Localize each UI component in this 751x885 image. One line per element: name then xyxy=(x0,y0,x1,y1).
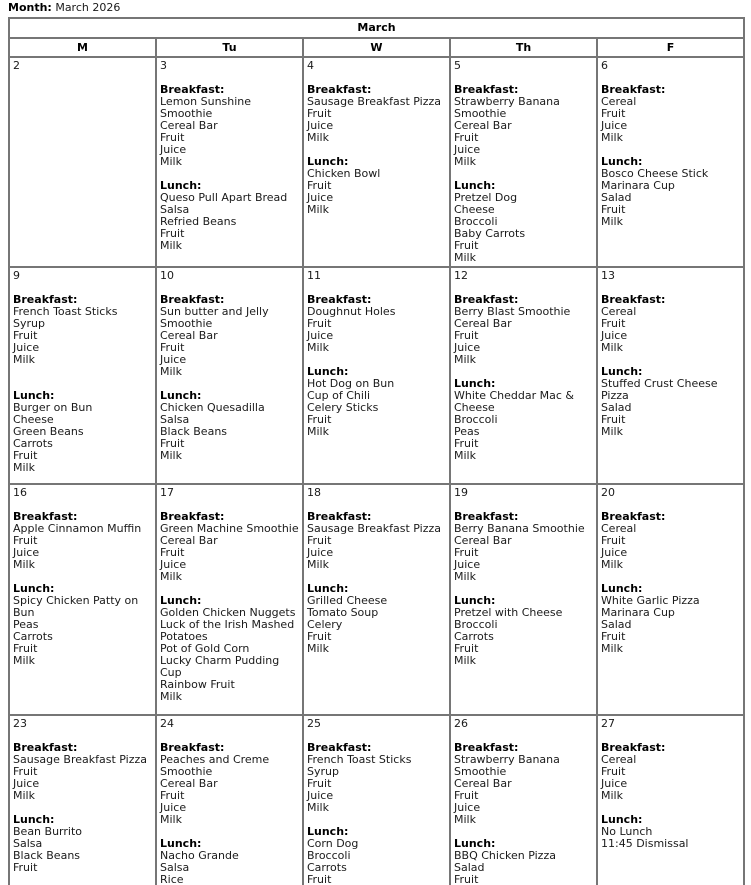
lunch-label: Lunch: xyxy=(13,582,55,595)
breakfast-items: Sausage Breakfast Pizza Fruit Juice Milk xyxy=(307,95,442,144)
day-cell-9 xyxy=(9,267,156,484)
breakfast-section xyxy=(601,294,740,354)
breakfast-section xyxy=(307,511,446,571)
breakfast-section xyxy=(307,742,446,814)
breakfast-section xyxy=(307,84,446,144)
lunch-label: Lunch: xyxy=(307,582,349,595)
lunch-label: Lunch: xyxy=(601,813,643,826)
breakfast-label: Breakfast: xyxy=(13,510,78,523)
lunch-items: Chicken Bowl Fruit Juice Milk xyxy=(307,167,381,216)
day-number: 13 xyxy=(601,269,615,282)
lunch-label: Lunch: xyxy=(160,389,202,402)
menu-calendar-table xyxy=(8,17,745,885)
lunch-items: Bean Burrito Salsa Black Beans Fruit xyxy=(13,825,82,874)
breakfast-items: Strawberry Banana Smoothie Cereal Bar Fruit Juice Milk xyxy=(454,753,560,826)
breakfast-section xyxy=(454,511,593,583)
day-number: 11 xyxy=(307,269,321,282)
breakfast-label: Breakfast: xyxy=(160,293,225,306)
day-number: 26 xyxy=(454,717,468,730)
breakfast-section xyxy=(160,742,299,826)
breakfast-section xyxy=(601,742,740,802)
day-cell-17 xyxy=(156,484,303,715)
breakfast-items: Sausage Breakfast Pizza Fruit Juice Milk xyxy=(13,753,148,802)
day-cell-13 xyxy=(597,267,744,484)
lunch-label: Lunch: xyxy=(160,594,202,607)
day-number: 27 xyxy=(601,717,615,730)
lunch-section xyxy=(601,814,740,850)
lunch-section xyxy=(13,814,152,874)
day-cell-18 xyxy=(303,484,450,715)
breakfast-section xyxy=(160,511,299,583)
breakfast-items: Strawberry Banana Smoothie Cereal Bar Fruit Juice Milk xyxy=(454,95,560,168)
day-number: 3 xyxy=(160,59,167,72)
day-cell-19 xyxy=(450,484,597,715)
lunch-items: Queso Pull Apart Bread Salsa Refried Beans Fruit Milk xyxy=(160,191,288,252)
week-row xyxy=(9,484,744,715)
day-number: 16 xyxy=(13,486,27,499)
breakfast-items: Green Machine Smoothie Cereal Bar Fruit Juice Milk xyxy=(160,522,299,583)
lunch-section xyxy=(307,366,446,438)
day-number: 24 xyxy=(160,717,174,730)
lunch-items: Golden Chicken Nuggets Luck of the Irish Mashed Potatoes Pot of Gold Corn Lucky Charm Pudding Cup Rainbow Fruit Milk xyxy=(160,606,296,703)
breakfast-items: Cereal Fruit Juice Milk xyxy=(601,522,637,571)
breakfast-label: Breakfast: xyxy=(307,83,372,96)
lunch-section xyxy=(160,390,299,462)
day-cell-3 xyxy=(156,57,303,267)
day-cell-2 xyxy=(9,57,156,267)
breakfast-label: Breakfast: xyxy=(454,293,519,306)
lunch-items: Pretzel Dog Cheese Broccoli Baby Carrots Fruit Milk xyxy=(454,191,526,264)
week-row xyxy=(9,267,744,484)
day-cell-4 xyxy=(303,57,450,267)
lunch-label: Lunch: xyxy=(454,594,496,607)
day-cell-5 xyxy=(450,57,597,267)
lunch-label: Lunch: xyxy=(307,825,349,838)
breakfast-label: Breakfast: xyxy=(307,741,372,754)
breakfast-section xyxy=(601,511,740,571)
lunch-section xyxy=(13,583,152,667)
day-header-f: F xyxy=(597,38,744,57)
breakfast-label: Breakfast: xyxy=(601,741,666,754)
lunch-items: Stuffed Crust Cheese Pizza Salad Fruit Milk xyxy=(601,377,718,438)
lunch-label: Lunch: xyxy=(454,837,496,850)
day-number: 5 xyxy=(454,59,461,72)
breakfast-section xyxy=(13,511,152,571)
day-cell-6 xyxy=(597,57,744,267)
day-header-tu: Tu xyxy=(156,38,303,57)
lunch-label: Lunch: xyxy=(601,582,643,595)
breakfast-items: Sun butter and Jelly Smoothie Cereal Bar Fruit Juice Milk xyxy=(160,305,269,378)
lunch-items: Corn Dog Broccoli Carrots Fruit xyxy=(307,837,359,885)
breakfast-label: Breakfast: xyxy=(454,83,519,96)
breakfast-items: Cereal Fruit Juice Milk xyxy=(601,305,637,354)
lunch-items: Spicy Chicken Patty on Bun Peas Carrots Fruit Milk xyxy=(13,594,139,667)
lunch-section xyxy=(454,595,593,667)
lunch-items: Nacho Grande Salsa Rice xyxy=(160,849,239,885)
lunch-section xyxy=(454,180,593,264)
breakfast-label: Breakfast: xyxy=(454,510,519,523)
breakfast-section xyxy=(454,294,593,366)
lunch-section xyxy=(601,366,740,438)
breakfast-section xyxy=(454,742,593,826)
breakfast-section xyxy=(601,84,740,144)
day-cell-12 xyxy=(450,267,597,484)
breakfast-items: French Toast Sticks Syrup Fruit Juice Milk xyxy=(13,305,118,366)
day-header-m: M xyxy=(9,38,156,57)
breakfast-label: Breakfast: xyxy=(307,293,372,306)
day-number: 18 xyxy=(307,486,321,499)
day-number: 25 xyxy=(307,717,321,730)
lunch-items: Burger on Bun Cheese Green Beans Carrots Fruit Milk xyxy=(13,401,93,474)
breakfast-label: Breakfast: xyxy=(160,83,225,96)
lunch-section xyxy=(454,838,593,885)
day-number: 6 xyxy=(601,59,608,72)
lunch-label: Lunch: xyxy=(601,155,643,168)
lunch-label: Lunch: xyxy=(13,813,55,826)
month-header xyxy=(8,1,751,14)
breakfast-label: Breakfast: xyxy=(601,293,666,306)
lunch-section xyxy=(601,583,740,655)
breakfast-items: Doughnut Holes Fruit Juice Milk xyxy=(307,305,396,354)
lunch-label: Lunch: xyxy=(307,365,349,378)
breakfast-label: Breakfast: xyxy=(454,741,519,754)
breakfast-section xyxy=(160,294,299,378)
breakfast-items: Sausage Breakfast Pizza Fruit Juice Milk xyxy=(307,522,442,571)
breakfast-items: Berry Blast Smoothie Cereal Bar Fruit Juice Milk xyxy=(454,305,571,366)
day-cell-23 xyxy=(9,715,156,885)
lunch-items: Hot Dog on Bun Cup of Chili Celery Sticks Fruit Milk xyxy=(307,377,395,438)
day-number: 19 xyxy=(454,486,468,499)
day-cell-11 xyxy=(303,267,450,484)
month-value: March 2026 xyxy=(55,1,121,14)
day-header-w: W xyxy=(303,38,450,57)
lunch-label: Lunch: xyxy=(454,179,496,192)
lunch-items: No Lunch 11:45 Dismissal xyxy=(601,825,689,850)
lunch-items: Bosco Cheese Stick Marinara Cup Salad Fruit Milk xyxy=(601,167,709,228)
lunch-section xyxy=(160,595,299,703)
lunch-label: Lunch: xyxy=(601,365,643,378)
lunch-section xyxy=(160,180,299,252)
day-cell-24 xyxy=(156,715,303,885)
day-cell-16 xyxy=(9,484,156,715)
breakfast-section xyxy=(454,84,593,168)
lunch-section xyxy=(160,838,299,885)
breakfast-items: Apple Cinnamon Muffin Fruit Juice Milk xyxy=(13,522,142,571)
lunch-section xyxy=(307,156,446,216)
breakfast-label: Breakfast: xyxy=(160,510,225,523)
breakfast-section xyxy=(307,294,446,354)
breakfast-label: Breakfast: xyxy=(601,83,666,96)
lunch-label: Lunch: xyxy=(160,837,202,850)
breakfast-items: French Toast Sticks Syrup Fruit Juice Milk xyxy=(307,753,412,814)
breakfast-items: Lemon Sunshine Smoothie Cereal Bar Fruit Juice Milk xyxy=(160,95,252,168)
day-cell-27 xyxy=(597,715,744,885)
lunch-items: White Garlic Pizza Marinara Cup Salad Fruit Milk xyxy=(601,594,700,655)
calendar-title: March xyxy=(9,18,744,38)
day-number: 23 xyxy=(13,717,27,730)
day-header-row xyxy=(9,38,744,57)
breakfast-label: Breakfast: xyxy=(160,741,225,754)
lunch-section xyxy=(13,390,152,474)
day-number: 9 xyxy=(13,269,20,282)
lunch-items: Grilled Cheese Tomato Soup Celery Fruit Milk xyxy=(307,594,388,655)
lunch-label: Lunch: xyxy=(454,377,496,390)
calendar-title-row xyxy=(9,18,744,38)
breakfast-section xyxy=(13,294,152,366)
day-cell-20 xyxy=(597,484,744,715)
lunch-section xyxy=(307,583,446,655)
week-row xyxy=(9,57,744,267)
breakfast-section xyxy=(160,84,299,168)
breakfast-items: Cereal Fruit Juice Milk xyxy=(601,95,637,144)
lunch-section xyxy=(307,826,446,885)
lunch-label: Lunch: xyxy=(307,155,349,168)
day-cell-10 xyxy=(156,267,303,484)
lunch-items: White Cheddar Mac & Cheese Broccoli Peas Fruit Milk xyxy=(454,389,574,462)
breakfast-items: Cereal Fruit Juice Milk xyxy=(601,753,637,802)
lunch-items: Chicken Quesadilla Salsa Black Beans Fruit Milk xyxy=(160,401,265,462)
day-number: 10 xyxy=(160,269,174,282)
calendar-body xyxy=(9,57,744,885)
breakfast-items: Peaches and Creme Smoothie Cereal Bar Fruit Juice Milk xyxy=(160,753,270,826)
week-row xyxy=(9,715,744,885)
day-number: 12 xyxy=(454,269,468,282)
lunch-label: Lunch: xyxy=(160,179,202,192)
breakfast-items: Berry Banana Smoothie Cereal Bar Fruit Juice Milk xyxy=(454,522,585,583)
breakfast-label: Breakfast: xyxy=(13,741,78,754)
lunch-items: BBQ Chicken Pizza Salad Fruit xyxy=(454,849,556,885)
lunch-section xyxy=(601,156,740,228)
day-cell-25 xyxy=(303,715,450,885)
lunch-items: Pretzel with Cheese Broccoli Carrots Fruit Milk xyxy=(454,606,563,667)
lunch-label: Lunch: xyxy=(13,389,55,402)
day-number: 2 xyxy=(13,59,20,72)
breakfast-label: Breakfast: xyxy=(307,510,372,523)
day-number: 4 xyxy=(307,59,314,72)
lunch-section xyxy=(454,378,593,462)
day-header-th: Th xyxy=(450,38,597,57)
breakfast-section xyxy=(13,742,152,802)
day-number: 17 xyxy=(160,486,174,499)
day-number: 20 xyxy=(601,486,615,499)
breakfast-label: Breakfast: xyxy=(601,510,666,523)
month-label: Month: xyxy=(8,1,52,14)
breakfast-label: Breakfast: xyxy=(13,293,78,306)
day-cell-26 xyxy=(450,715,597,885)
